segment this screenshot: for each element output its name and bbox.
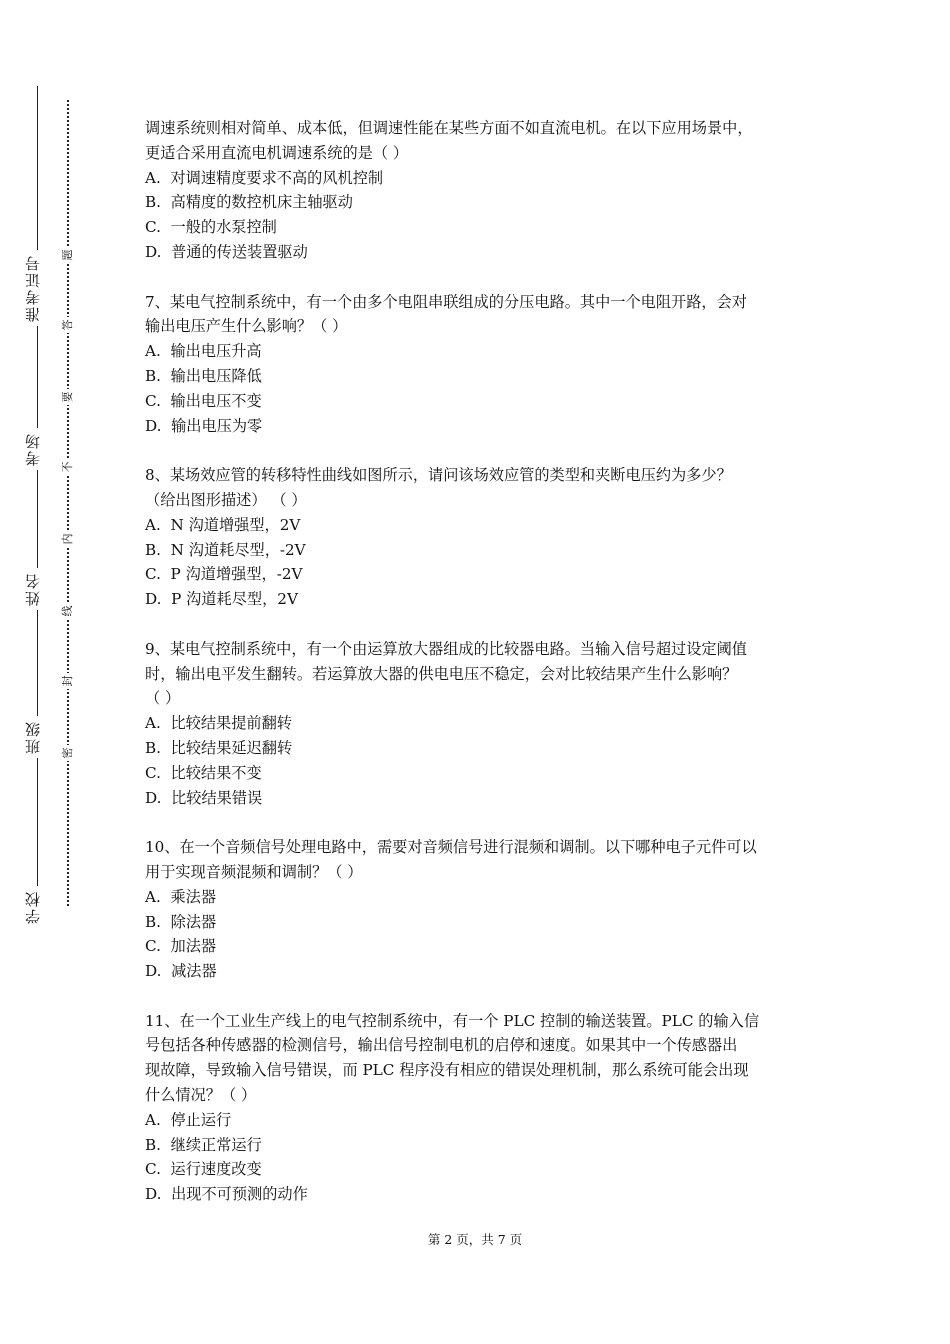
question-stem-line: 10、在一个音频信号处理电路中，需要对音频信号进行混频和调制。以下哪种电子元件可以 xyxy=(145,838,757,857)
page-footer: 第 2 页，共 7 页 xyxy=(427,1232,523,1247)
question-stem-line: 更适合采用直流电机调速系统的是（ ） xyxy=(145,143,409,162)
option-a: A. 输出电压升高 xyxy=(145,342,262,361)
option-a: A. 对调速精度要求不高的风机控制 xyxy=(145,168,384,187)
question-stem-line: 时，输出电平发生翻转。若运算放大器的供电电压不稳定，会对比较结果产生什么影响？ xyxy=(145,664,738,683)
question-stem-line: （ ） xyxy=(145,689,181,708)
question-stem-line: 调速系统则相对简单、成本低，但调速性能在某些方面不如直流电机。在以下应用场景中， xyxy=(145,119,753,137)
option-b: B. 比较结果延迟翻转 xyxy=(145,738,293,757)
option-c: C. P 沟道增强型，-2V xyxy=(145,565,303,584)
option-c: C. 运行速度改变 xyxy=(145,1160,262,1179)
question-stem-line: 现故障，导致输入信号错误，而 PLC 程序没有相应的错误处理机制，那么系统可能会出现 xyxy=(145,1061,749,1080)
dotted-char: 答 xyxy=(59,317,77,333)
binding-solid-line xyxy=(37,86,38,924)
school-label: 学校 xyxy=(22,886,52,928)
question-9 xyxy=(145,637,810,811)
option-c: C. 一般的水泵控制 xyxy=(145,218,277,237)
option-a: A. 比较结果提前翻转 xyxy=(145,714,292,733)
option-b: B. 输出电压降低 xyxy=(145,366,262,385)
question-stem-line: 什么情况？（ ） xyxy=(145,1086,257,1105)
dotted-char: 线 xyxy=(59,603,77,619)
question-10 xyxy=(145,835,810,984)
dotted-char: 内 xyxy=(59,531,77,547)
question-7 xyxy=(145,290,810,439)
option-d: D. 普通的传送装置驱动 xyxy=(145,242,308,261)
option-d: D. 出现不可预测的动作 xyxy=(145,1185,308,1204)
option-a: A. 停止运行 xyxy=(145,1110,232,1129)
question-11 xyxy=(145,1009,810,1207)
class-label: 班级 xyxy=(22,716,52,758)
dotted-char: 题 xyxy=(59,247,77,263)
option-a: A. N 沟道增强型，2V xyxy=(145,515,301,534)
option-d: D. 输出电压为零 xyxy=(145,416,263,435)
question-stem-line: 7、某电气控制系统中，有一个由多个电阻串联组成的分压电路。其中一个电阻开路，会对 xyxy=(145,292,747,311)
question-stem-line: 8、某场效应管的转移特性曲线如图所示，请问该场效应管的类型和夹断电压约为多少？ xyxy=(145,466,732,485)
option-c: C. 加法器 xyxy=(145,937,217,956)
question-6-continued xyxy=(145,116,810,265)
exam-content xyxy=(145,116,810,1207)
dotted-char: 封 xyxy=(59,673,77,689)
option-c: C. 比较结果不变 xyxy=(145,763,262,782)
dotted-char: 密 xyxy=(59,745,77,761)
option-b: B. N 沟道耗尽型，-2V xyxy=(145,540,306,559)
option-b: B. 继续正常运行 xyxy=(145,1135,262,1154)
option-c: C. 输出电压不变 xyxy=(145,391,262,410)
option-d: D. P 沟道耗尽型，2V xyxy=(145,590,298,609)
exam-room-label: 考场 xyxy=(22,428,52,470)
question-stem-line: 用于实现音频混频和调制？（ ） xyxy=(145,862,363,881)
option-b: B. 除法器 xyxy=(145,912,217,931)
exam-number-label: 准考证号 xyxy=(22,250,52,326)
question-stem-line: 11、在一个工业生产线上的电气控制系统中，有一个 PLC 控制的输送装置。PLC 的输入信 xyxy=(145,1011,760,1030)
option-d: D. 减法器 xyxy=(145,962,217,981)
option-d: D. 比较结果错误 xyxy=(145,788,263,807)
option-b: B. 高精度的数控机床主轴驱动 xyxy=(145,193,353,212)
question-stem-line: 输出电压产生什么影响？（ ） xyxy=(145,317,348,336)
binding-margin xyxy=(0,0,90,1344)
question-8 xyxy=(145,463,810,612)
name-label: 姓名 xyxy=(22,568,52,610)
question-stem-line: （给出图形描述） （ ） xyxy=(145,490,307,509)
binding-dotted-line xyxy=(67,100,69,906)
option-a: A. 乘法器 xyxy=(145,887,217,906)
dotted-char: 不 xyxy=(59,459,77,475)
question-stem-line: 9、某电气控制系统中，有一个由运算放大器组成的比较器电路。当输入信号超过设定阈值 xyxy=(145,639,747,658)
dotted-char: 要 xyxy=(59,389,77,405)
question-stem-line: 号包括各种传感器的检测信号，输出信号控制电机的启停和速度。如果其中一个传感器出 xyxy=(145,1036,738,1055)
